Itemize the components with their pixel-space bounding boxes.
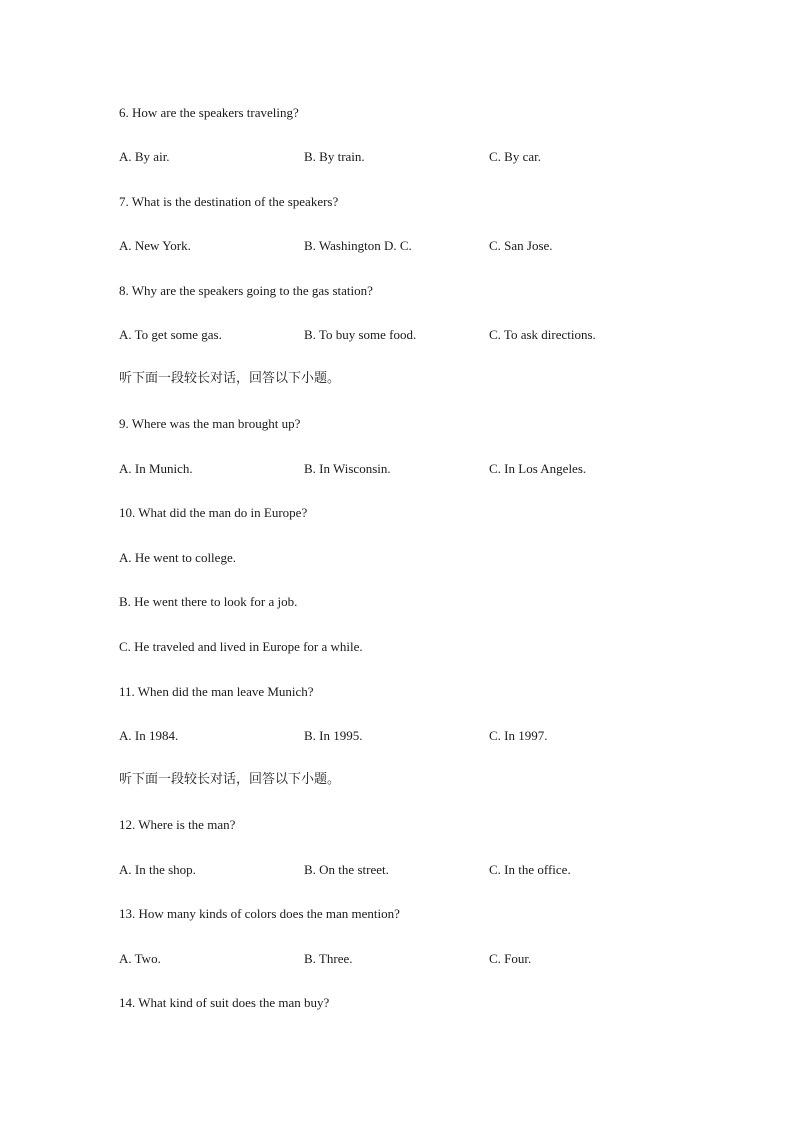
question-12-option-b: B. On the street. [304, 862, 389, 877]
question-7-option-a: A. New York. [119, 238, 191, 253]
question-8-option-a: A. To get some gas. [119, 327, 222, 342]
question-13-option-a: A. Two. [119, 951, 161, 966]
question-13-option-b: B. Three. [304, 951, 353, 966]
question-12-option-c: C. In the office. [489, 862, 571, 877]
section-instruction: 听下面一段较长对话，回答以下小题。 [119, 772, 341, 787]
question-13-stem: 13. How many kinds of colors does the man mention? [119, 906, 400, 921]
question-10-option-a: A. He went to college. [119, 550, 236, 565]
question-12-option-a: A. In the shop. [119, 862, 196, 877]
question-7-option-b: B. Washington D. C. [304, 238, 412, 253]
question-11-option-a: A. In 1984. [119, 728, 179, 743]
question-6-stem: 6. How are the speakers traveling? [119, 105, 299, 120]
question-9-stem: 9. Where was the man brought up? [119, 416, 301, 431]
question-13-option-c: C. Four. [489, 951, 532, 966]
question-11-stem: 11. When did the man leave Munich? [119, 684, 314, 699]
question-9-option-c: C. In Los Angeles. [489, 461, 587, 476]
question-9-option-a: A. In Munich. [119, 461, 193, 476]
question-10-option-b: B. He went there to look for a job. [119, 594, 298, 609]
question-7-stem: 7. What is the destination of the speakers? [119, 194, 339, 209]
question-14-stem: 14. What kind of suit does the man buy? [119, 995, 330, 1010]
question-10-option-c: C. He traveled and lived in Europe for a while. [119, 639, 363, 654]
question-11-option-c: C. In 1997. [489, 728, 548, 743]
question-6-option-c: C. By car. [489, 149, 541, 164]
question-8-option-c: C. To ask directions. [489, 327, 596, 342]
question-6-option-a: A. By air. [119, 149, 170, 164]
question-10-stem: 10. What did the man do in Europe? [119, 505, 308, 520]
question-8-stem: 8. Why are the speakers going to the gas station? [119, 283, 373, 298]
question-11-option-b: B. In 1995. [304, 728, 363, 743]
question-12-stem: 12. Where is the man? [119, 817, 236, 832]
question-8-option-b: B. To buy some food. [304, 327, 417, 342]
section-instruction: 听下面一段较长对话，回答以下小题。 [119, 371, 341, 386]
question-6-option-b: B. By train. [304, 149, 365, 164]
question-9-option-b: B. In Wisconsin. [304, 461, 391, 476]
question-7-option-c: C. San Jose. [489, 238, 553, 253]
